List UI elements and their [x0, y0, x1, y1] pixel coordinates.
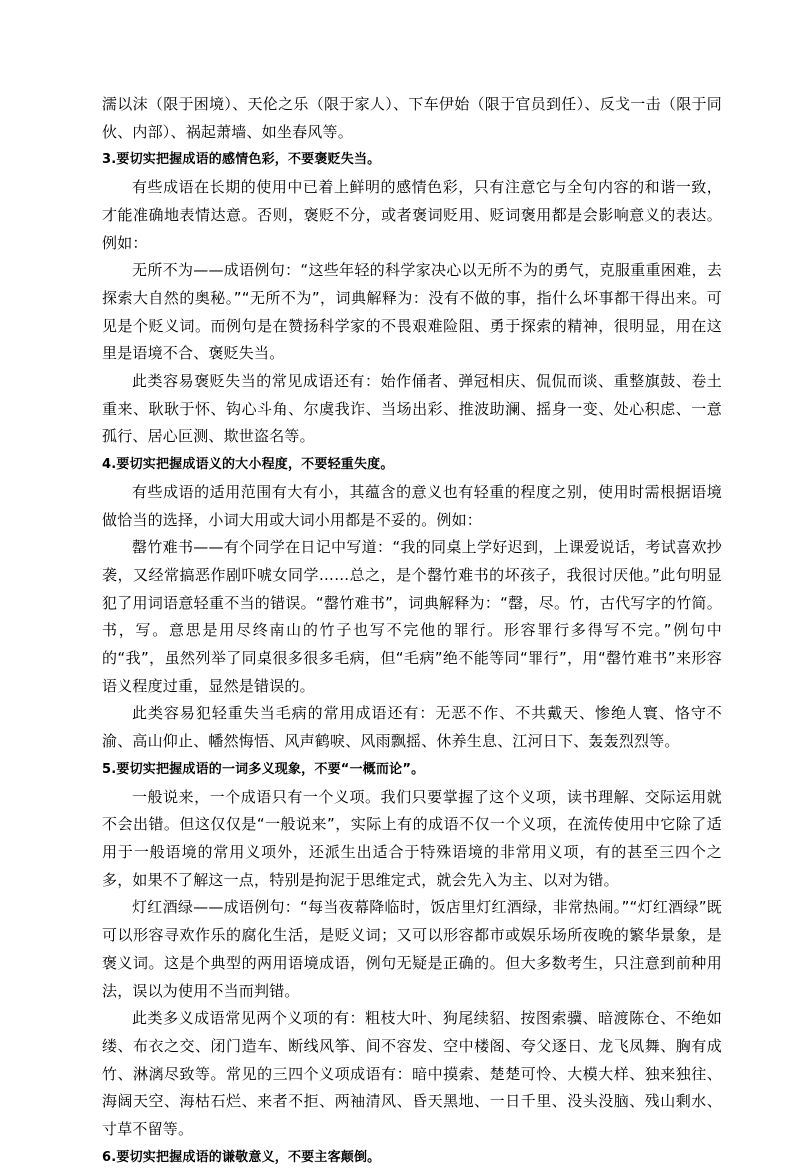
paragraph: 一般说来，一个成语只有一个义项。我们只要掌握了这个义项，读书理解、交际运用就不会出错。但这仅仅是“一般说来”，实际上有的成语不仅一个义项，在流传使用中它除了适用于一般语境的常用义项外，还派生出适合于特殊语境的非常用义项，有的甚至三四个之多，如果不了解这一点，特别是拘泥于思维定式，就会先入为主、以对为错。: [102, 787, 722, 889]
idiom-list-paragraph: 此类容易犯轻重失当毛病的常用成语还有：无恶不作、不共戴天、惨绝人寰、恪守不渝、高山仰止、幡然悔悟、风声鹤唳、风雨飘摇、休养生息、江河日下、轰轰烈烈等。: [102, 704, 722, 751]
example-paragraph: 无所不为——成语例句：“这些年轻的科学家决心以无所不为的勇气，克服重重困难，去探索大自然的奥秘。”“无所不为”，词典解释为：没有不做的事，指什么坏事都干得出来。可见是个贬义词。而例句是在赞扬科学家的不畏艰难险阻、勇于探索的精神，很明显，用在这里是语境不合、褒贬失当。: [102, 261, 722, 363]
idiom-list-paragraph: 此类容易褒贬失当的常见成语还有：始作俑者、弹冠相庆、侃侃而谈、重整旗鼓、卷土重来、耿耿于怀、钩心斗角、尔虞我诈、当场出彩、推波助澜、摇身一变、处心积虑、一意孤行、居心叵测、欺世盗名等。: [102, 372, 722, 446]
section-heading-4: 4.要切实把握成语义的大小程度，不要轻重失度。: [102, 457, 394, 473]
document-page: [102, 91, 722, 1171]
example-paragraph: 罄竹难书——有个同学在日记中写道：“我的同桌上学好迟到，上课爱说话，考试喜欢抄袭，又经常搞恶作剧吓唬女同学……总之，是个罄竹难书的坏孩子，我很讨厌他。”此句明显犯了用词语意轻重不当的错误。“罄竹难书”，词典解释为：“罄，尽。竹，古代写字的竹简。书，写。意思是用尽终南山的竹子也写不完他的罪行。形容罪行多得写不完。”例句中的“我”，虽然列举了同桌很多很多毛病，但“毛病”绝不能等同“罪行”，用“罄竹难书”来形容语义程度过重，显然是错误的。: [102, 538, 722, 695]
section-heading-3: 3.要切实把握成语的感情色彩，不要褒贬失当。: [102, 152, 381, 168]
example-paragraph: 灯红酒绿——成语例句：“每当夜幕降临时，饭店里灯红酒绿，非常热闹。”“灯红酒绿”既可以形容寻欢作乐的腐化生活，是贬义词；又可以形容都市或娱乐场所夜晚的繁华景象，是褒义词。这是个典型的两用语境成语，例句无疑是正确的。但大多数考生，只注意到前种用法，误以为使用不当而判错。: [102, 898, 722, 1000]
paragraph: 有些成语的适用范围有大有小，其蕴含的意义也有轻重的程度之别，使用时需根据语境做恰当的选择，小词大用或大词小用都是不妥的。例如：: [102, 482, 722, 529]
idiom-list-paragraph: 此类多义成语常见两个义项的有：粗枝大叶、狗尾续貂、按图索骥、暗渡陈仓、不绝如缕、布衣之交、闭门造车、断线风筝、间不容发、空中楼阁、夸父逐日、龙飞凤舞、胸有成竹、淋漓尽致等。常见的三四个义项成语有：暗中摸索、楚楚可怜、大模大样、独来独往、海阔天空、海枯石烂、来者不拒、两袖清风、昏天黑地、一日千里、没头没脑、残山剩水、寸草不留等。: [102, 1009, 722, 1139]
section-heading-6: 6.要切实把握成语的谦敬意义，不要主客颠倒。: [102, 1149, 381, 1165]
paragraph-continued: 濡以沫（限于困境）、天伦之乐（限于家人）、下车伊始（限于官员到任）、反戈一击（限于同伙、内部）、祸起萧墙、如坐春风等。: [102, 95, 722, 141]
section-heading-5: 5.要切实把握成语的一词多义现象，不要“一概而论”。: [102, 761, 425, 777]
paragraph: 有些成语在长期的使用中已着上鲜明的感情色彩，只有注意它与全句内容的和谐一致，才能准确地表情达意。否则，褒贬不分，或者褒词贬用、贬词褒用都是会影响意义的表达。例如：: [102, 178, 722, 252]
